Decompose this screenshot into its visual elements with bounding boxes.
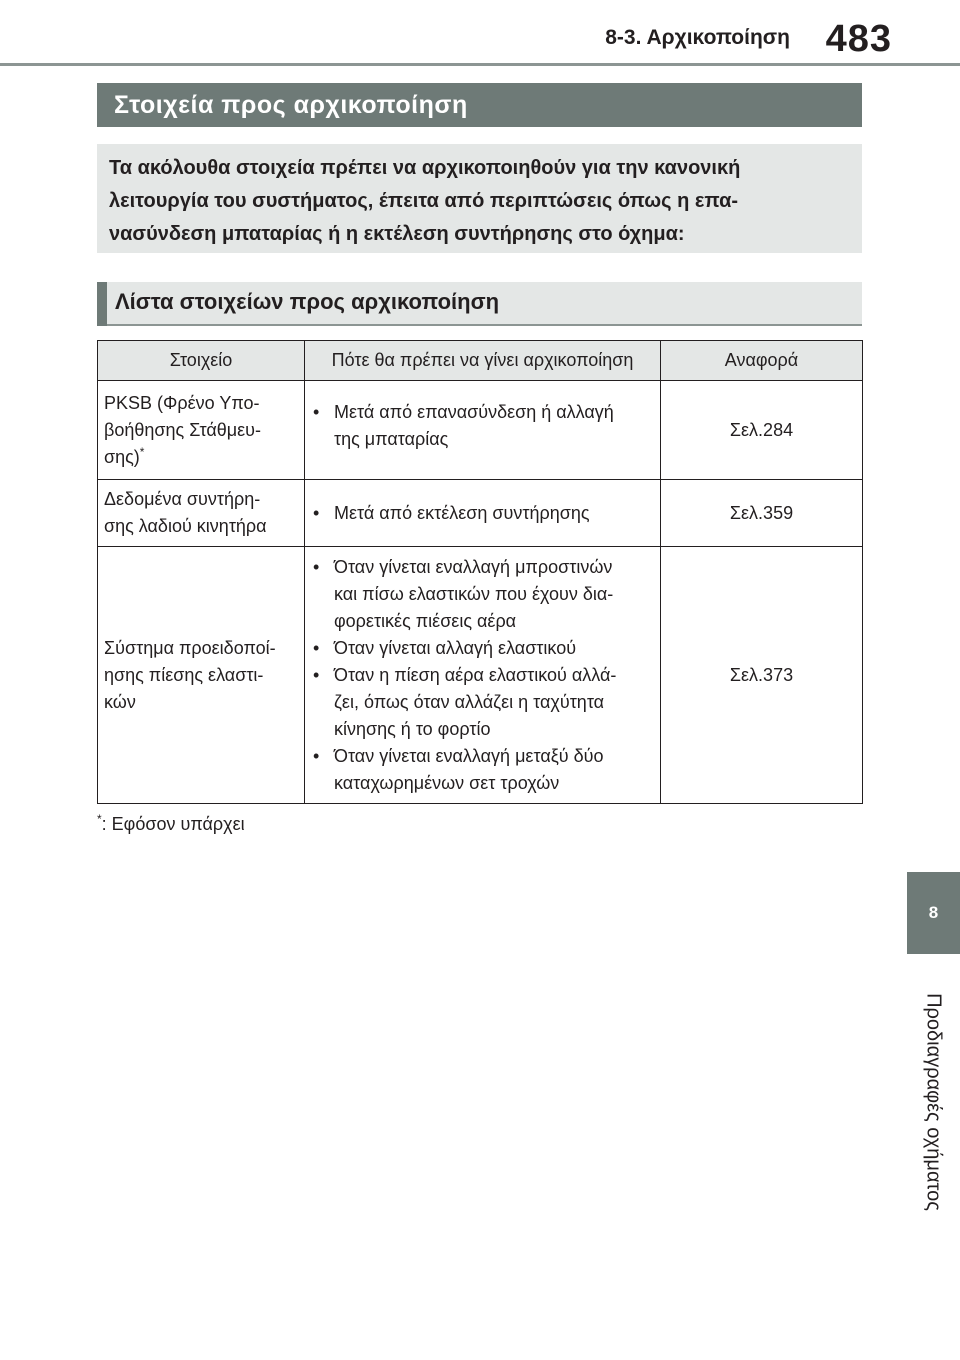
item-cell <box>98 381 305 480</box>
initialization-table <box>97 340 863 804</box>
bullet-line: • Όταν γίνεται αλλαγή ελαστικού <box>334 637 577 658</box>
when-bullet <box>311 743 652 797</box>
footnote-marker: * <box>97 812 102 826</box>
item-line <box>104 444 298 471</box>
reference-cell: Σελ.373 <box>661 547 863 804</box>
item-line: βοήθησης Στάθμευ- <box>104 419 261 440</box>
table-row <box>98 480 863 547</box>
section-title: Στοιχεία προς αρχικοποίηση <box>97 83 862 127</box>
item-cell <box>98 547 305 804</box>
intro-line: λειτουργία του συστήματος, έπειτα από περιπτώσεις όπως η επα- <box>109 190 739 212</box>
when-cell <box>305 480 661 547</box>
bullet-line: και πίσω ελαστικών που έχουν δια- <box>334 583 614 604</box>
when-bullet <box>311 399 652 453</box>
bullet-line: της μπαταρίας <box>334 429 449 449</box>
column-header-item: Στοιχείο <box>98 341 305 381</box>
reference-cell: Σελ.284 <box>661 381 863 480</box>
bullet-line: • Μετά από εκτέλεση συντήρησης <box>334 502 590 523</box>
footnote-marker: * <box>139 444 145 459</box>
bullet-line: ζει, όπως όταν αλλάζει η ταχύτητα <box>334 691 605 712</box>
table-row <box>98 547 863 804</box>
bullet-line: • Όταν γίνεται εναλλαγή μεταξύ δύο <box>334 745 604 766</box>
item-line: ησης πίεσης ελαστι- <box>104 664 264 685</box>
footnote <box>97 814 245 835</box>
column-header-reference: Αναφορά <box>661 341 863 381</box>
header-divider <box>0 63 960 66</box>
chapter-tab <box>907 872 960 954</box>
bullet-line: φορετικές πιέσεις αέρα <box>334 610 517 631</box>
subsection-title: Λίστα στοιχείων προς αρχικοποίηση <box>97 282 862 326</box>
when-cell <box>305 547 661 804</box>
page-number: 483 <box>825 18 892 60</box>
item-line-text: σης) <box>104 446 140 467</box>
when-cell <box>305 381 661 480</box>
column-header-when: Πότε θα πρέπει να γίνει αρχικοποίηση <box>305 341 661 381</box>
item-cell <box>98 480 305 547</box>
when-bullet <box>311 500 652 527</box>
footnote-text: : Εφόσον υπάρχει <box>101 814 245 834</box>
intro-line: νασύνδεση μπαταρίας ή η εκτέλεση συντήρησης στο όχημα: <box>109 223 685 245</box>
when-bullet <box>311 662 652 743</box>
item-line: σης λαδιού κινητήρα <box>104 516 267 536</box>
when-bullet <box>311 635 652 662</box>
bullet-line: • Μετά από επανασύνδεση ή αλλαγή <box>334 402 614 422</box>
intro-paragraph <box>97 144 862 253</box>
reference-cell: Σελ.359 <box>661 480 863 547</box>
bullet-line: καταχωρημένων σετ τροχών <box>334 772 560 793</box>
table-row <box>98 381 863 480</box>
item-line: Δεδομένα συντήρη- <box>104 489 261 509</box>
bullet-line: κίνησης ή το φορτίο <box>334 718 491 739</box>
chapter-number: 8 <box>928 903 939 922</box>
header-section-title: 8-3. Αρχικοποίηση <box>605 26 790 49</box>
table-header-row <box>98 341 863 381</box>
chapter-title-text: Προδιαγραφές οχήματος <box>922 992 945 1211</box>
item-line: κών <box>104 691 136 712</box>
item-line: Σύστημα προειδοποί- <box>104 637 276 658</box>
intro-line: Τα ακόλουθα στοιχεία πρέπει να αρχικοποιηθούν για την κανονική <box>109 157 741 179</box>
bullet-line: • Όταν η πίεση αέρα ελαστικού αλλά- <box>334 664 617 685</box>
when-bullet <box>311 554 652 635</box>
chapter-title-vertical <box>906 974 960 1229</box>
item-line: PKSB (Φρένο Υπο- <box>104 392 260 413</box>
bullet-line: • Όταν γίνεται εναλλαγή μπροστινών <box>334 556 613 577</box>
